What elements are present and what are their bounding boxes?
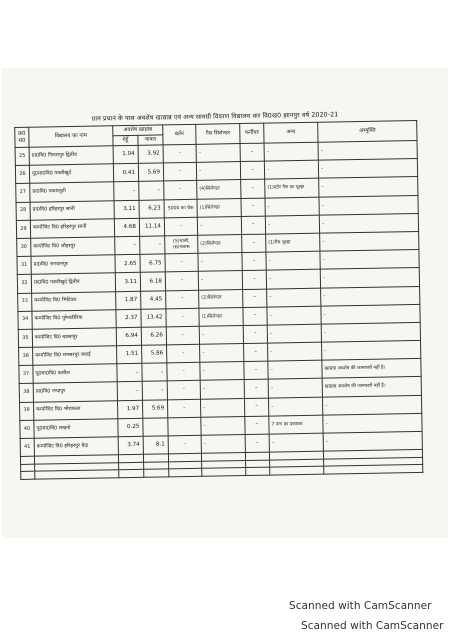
cell-rice: 3.92 — [138, 145, 163, 164]
header-grain-group: अवशेष खाद्यान्न — [113, 125, 163, 136]
cell-rice: 6.18 — [140, 272, 165, 291]
cell-other: – — [267, 324, 321, 343]
cell-gas: – — [201, 435, 245, 454]
cell-rice: 6.26 — [141, 327, 166, 346]
cell-sno: 32 — [17, 275, 31, 293]
cell-school: कम्पोजिट वि0 भिटिवरा — [32, 291, 116, 311]
cell-utensils: – — [165, 253, 198, 272]
cell-other: – — [267, 288, 321, 307]
cell-utensils: – — [167, 381, 200, 400]
cell-remarks: खाद्यान्न अवशेष की जानकारी नहीं है। — [322, 359, 421, 379]
cell-school: प्रा0वि0 पकरीखुर्द द्वितीय — [31, 273, 115, 293]
cell-school: कम्पोजिट वि0 हरिहरपुर सानी — [30, 219, 114, 239]
cell-remarks: – — [322, 395, 421, 415]
cell-furniture: – — [240, 161, 264, 180]
cell-school: पू0मा0वि0 कारील — [33, 364, 117, 384]
cell-gas: – — [198, 271, 242, 290]
cell-other: (1)गैस चूल्हा — [266, 233, 320, 252]
cell-school: प्रा0वि0 हरिहरपुर सानी — [30, 200, 114, 220]
cell-gas: – — [201, 416, 245, 435]
cell-utensils: – — [167, 344, 200, 363]
cell-school: कम्पोजिट वि0 हरिहरपुर बैदा — [34, 437, 118, 457]
cell-other: – — [266, 251, 320, 270]
blank-cell — [119, 469, 144, 477]
cell-furniture: – — [243, 307, 267, 326]
cell-rice: 5.69 — [142, 399, 167, 418]
cell-wheat: 3.11 — [115, 273, 140, 292]
cell-wheat: 2.37 — [116, 309, 141, 328]
header-utensils: बर्तन — [163, 124, 196, 145]
cell-other: – — [264, 142, 318, 161]
cell-utensils: – — [166, 290, 199, 309]
cell-remarks: – — [320, 250, 419, 270]
cell-other: – — [266, 269, 320, 288]
cell-sno: 35 — [18, 329, 32, 347]
cell-gas: (4)सिलेण्डर — [197, 180, 241, 199]
cell-wheat: 1.97 — [117, 400, 142, 419]
cell-other: – — [265, 215, 319, 234]
cell-utensils: – — [167, 363, 200, 382]
cell-furniture: – — [244, 343, 268, 362]
cell-school: कम्पोजिट वि0 पुरेनाडीरिया — [32, 309, 116, 329]
blank-cell — [169, 468, 202, 476]
cell-gas: (2)सिलेण्डर — [198, 234, 242, 253]
cell-remarks: – — [318, 159, 417, 179]
cell-remarks: – — [321, 304, 420, 324]
cell-remarks: – — [321, 286, 420, 306]
cell-remarks: – — [318, 140, 417, 160]
cell-other: 7 नग्ग का दरवाजा — [269, 415, 323, 434]
header-furniture: फर्नीचर — [240, 123, 264, 143]
document-page — [14, 108, 422, 480]
cell-other: – — [268, 342, 322, 361]
cell-other: – — [265, 197, 319, 216]
blank-cell — [144, 469, 169, 477]
cell-sno: 28 — [16, 202, 30, 220]
cell-school: कम्पोजिट वि0 जौहरपुर — [31, 237, 115, 257]
cell-school: कम्पोजिट वि0 भौराकला — [34, 400, 118, 420]
cell-wheat: 1.87 — [116, 291, 141, 310]
cell-utensils: – — [165, 272, 198, 291]
cell-rice — [143, 418, 168, 437]
cell-other: – — [268, 379, 322, 398]
cell-utensils: – — [166, 308, 199, 327]
cell-gas: – — [200, 398, 244, 417]
cell-sno: 39 — [20, 402, 34, 420]
cell-sno: 29 — [16, 220, 30, 238]
cell-gas: – — [197, 216, 241, 235]
cell-remarks: – — [319, 177, 418, 197]
cell-wheat: 0.41 — [113, 164, 138, 183]
cell-furniture: – — [240, 143, 264, 162]
cell-wheat: 3.74 — [118, 436, 143, 455]
header-rice: चावल — [138, 135, 163, 145]
cell-other: (1)स्टोर गैस का चूल्हा — [265, 179, 319, 198]
cell-remarks: – — [323, 431, 422, 451]
cell-school: पू0मा0वि0 पकरीखुर्द — [29, 164, 113, 184]
header-school: विद्यालय का नाम — [29, 126, 113, 147]
cell-wheat: – — [115, 236, 140, 255]
cell-remarks: – — [323, 413, 422, 433]
cell-furniture: – — [241, 216, 265, 235]
cell-wheat: 3.11 — [114, 200, 139, 219]
cell-sno: 25 — [15, 147, 29, 165]
cell-school: प्रा0वि0 गिरधरपुर द्वितीय — [29, 146, 113, 166]
stock-table — [14, 120, 423, 480]
cell-gas: (1)सिलेण्डर — [199, 307, 243, 326]
cell-wheat: – — [117, 382, 142, 401]
cell-utensils: 5000 का चेक — [164, 199, 197, 218]
camscanner-watermark: Scanned with CamScanner — [289, 600, 432, 612]
cell-furniture: – — [243, 289, 267, 308]
cell-school: प्रा0वि0 भगवानपुर — [31, 255, 115, 275]
cell-gas: (1)सिलेण्डर — [197, 198, 241, 217]
cell-sno: 33 — [18, 293, 32, 311]
cell-school: प्रा0वि0 नन्दापुर — [33, 382, 117, 402]
cell-wheat: 1.04 — [113, 145, 138, 164]
cell-sno: 30 — [17, 238, 31, 256]
cell-sno: 40 — [20, 420, 34, 438]
cell-furniture: – — [242, 252, 266, 271]
cell-gas: – — [196, 162, 240, 181]
cell-gas: – — [200, 380, 244, 399]
cell-furniture: – — [241, 180, 265, 199]
header-row — [15, 120, 417, 137]
cell-other: – — [269, 433, 323, 452]
cell-furniture: – — [245, 434, 269, 453]
blank-cell — [246, 467, 270, 475]
cell-utensils: – — [163, 144, 196, 163]
cell-school: कम्पोजिट वि0 बडसापुर — [32, 328, 116, 348]
cell-other: – — [267, 306, 321, 325]
cell-remarks: – — [320, 268, 419, 288]
cell-rice: 6.75 — [140, 254, 165, 273]
table-body — [15, 140, 423, 479]
cell-utensils — [168, 417, 201, 436]
cell-school: पू0मा0वि0 लखनो — [34, 419, 118, 439]
cell-school: प्रा0वि0 पकरालुटी — [30, 182, 114, 202]
header-gas: गैस सिलेण्डर — [196, 124, 240, 145]
cell-furniture: – — [244, 361, 268, 380]
cell-sno: 38 — [19, 384, 33, 402]
cell-rice: 8.1 — [143, 436, 168, 455]
cell-sno: 31 — [17, 256, 31, 274]
cell-rice: – — [140, 236, 165, 255]
cell-gas: – — [198, 253, 242, 272]
cell-sno: 26 — [15, 165, 29, 183]
cell-gas: – — [196, 144, 240, 163]
cell-rice: 11.14 — [139, 218, 164, 237]
cell-utensils: – — [167, 399, 200, 418]
cell-rice: – — [139, 181, 164, 200]
cell-rice: – — [142, 381, 167, 400]
cell-furniture: – — [241, 198, 265, 217]
cell-utensils: (5)थाली,(6)गलास — [165, 235, 198, 254]
camscanner-watermark-2: Scanned with CamScanner — [301, 620, 444, 632]
blank-cell — [270, 466, 324, 474]
header-other: अन्य — [264, 122, 318, 143]
cell-rice: 5.69 — [138, 163, 163, 182]
cell-gas: (2)सिलेण्डर — [199, 289, 243, 308]
cell-furniture: – — [245, 416, 269, 435]
cell-remarks: – — [319, 195, 418, 215]
cell-wheat: 6.94 — [116, 327, 141, 346]
cell-wheat: – — [117, 364, 142, 383]
blank-cell — [202, 468, 246, 476]
cell-furniture: – — [242, 270, 266, 289]
cell-utensils: – — [168, 435, 201, 454]
cell-sno: 36 — [19, 347, 33, 365]
header-wheat: गेहूँ — [113, 135, 138, 145]
cell-sno: 34 — [18, 311, 32, 329]
cell-remarks: खाद्यान्न अवशेष की जानकारी नहीं है। — [322, 377, 421, 397]
cell-utensils: – — [166, 326, 199, 345]
cell-sno: 37 — [19, 365, 33, 383]
cell-sno: 41 — [20, 438, 34, 456]
cell-gas: – — [200, 362, 244, 381]
header-remarks: अभ्युक्ति — [318, 120, 417, 142]
cell-remarks: – — [321, 322, 420, 342]
cell-furniture: – — [244, 380, 268, 399]
cell-remarks: – — [319, 213, 418, 233]
cell-wheat: – — [114, 182, 139, 201]
cell-wheat: 4.68 — [114, 218, 139, 237]
cell-furniture: – — [242, 234, 266, 253]
cell-rice: 5.86 — [142, 345, 167, 364]
blank-cell — [21, 471, 35, 479]
cell-wheat: 1.51 — [117, 345, 142, 364]
cell-furniture: – — [243, 325, 267, 344]
cell-utensils: – — [164, 181, 197, 200]
cell-remarks: – — [322, 341, 421, 361]
cell-other: – — [264, 160, 318, 179]
blank-cell — [35, 470, 119, 479]
cell-furniture: – — [244, 398, 268, 417]
cell-rice: 6.23 — [139, 199, 164, 218]
cell-gas: – — [200, 344, 244, 363]
cell-other: – — [268, 397, 322, 416]
cell-other: – — [268, 360, 322, 379]
cell-utensils: – — [163, 163, 196, 182]
cell-rice: – — [142, 363, 167, 382]
cell-remarks: – — [320, 231, 419, 251]
cell-rice: 13.42 — [141, 309, 166, 328]
cell-sno: 27 — [16, 184, 30, 202]
cell-wheat: 2.65 — [115, 254, 140, 273]
cell-gas: – — [199, 325, 243, 344]
cell-rice: 4.45 — [141, 290, 166, 309]
cell-wheat: 0.25 — [118, 418, 143, 437]
cell-school: कम्पोजिट वि0 रामसरपुर बघाई — [33, 346, 117, 366]
document-title: ग्राम प्रधान के पास अवशेष खाद्यान्न एवं अन्य सामग्री विवरण विद्यालय वार वि0ख0 झानपुर वर्ष 2020-21 — [91, 111, 339, 123]
cell-utensils: – — [164, 217, 197, 236]
blank-cell — [324, 465, 423, 474]
header-sno: क्र0 सं0 — [15, 127, 29, 147]
